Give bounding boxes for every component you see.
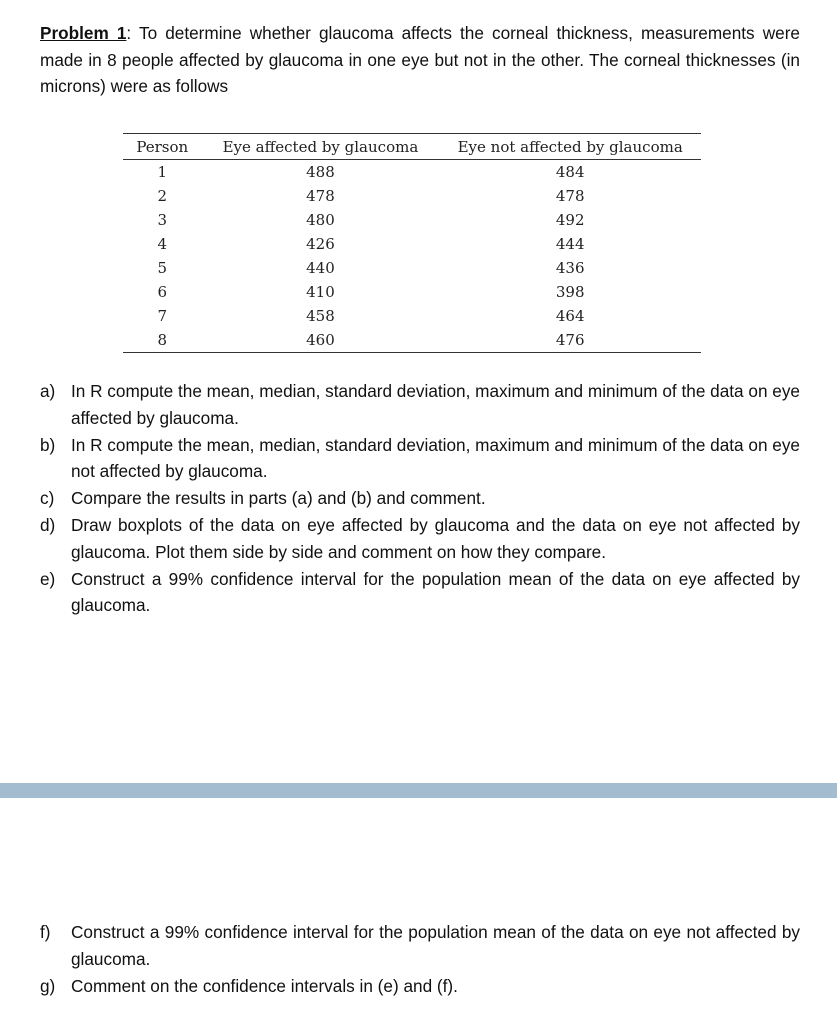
question-text: Construct a 99% confidence interval for the population mean of the data on eye affected by glaucoma. — [71, 568, 800, 616]
question-letter: e) — [40, 568, 56, 589]
cell-not-affected: 444 — [555, 235, 585, 253]
question-item-c — [40, 485, 800, 512]
table-row — [123, 208, 701, 232]
cell-person: 6 — [157, 283, 168, 301]
question-text: In R compute the mean, median, standard deviation, maximum and minimum of the data on eye not affected by glaucoma. — [71, 434, 800, 482]
cell-affected: 426 — [306, 235, 335, 253]
question-text: Comment on the confidence intervals in (e) and (f). — [71, 975, 458, 996]
cell-person: 3 — [157, 211, 168, 229]
problem-label: Problem 1 — [40, 23, 127, 43]
question-letter: c) — [40, 488, 55, 509]
cell-affected: 480 — [306, 211, 335, 229]
header-eye-not-affected: Eye not affected by glaucoma — [439, 134, 701, 160]
question-letter: d) — [40, 514, 56, 535]
cell-person: 4 — [157, 235, 168, 253]
cell-not-affected: 478 — [555, 187, 585, 205]
header-eye-affected: Eye affected by glaucoma — [201, 134, 439, 160]
cell-person: 1 — [157, 163, 168, 181]
question-text: Compare the results in parts (a) and (b) and comment. — [71, 488, 486, 509]
question-letter: f) — [40, 922, 51, 942]
question-text: Draw boxplots of the data on eye affected by glaucoma and the data on eye not affected by glaucoma. Plot them side by side and comment on how they compare. — [71, 514, 800, 562]
question-item-g — [40, 973, 800, 1000]
cell-person: 7 — [157, 307, 168, 325]
problem-statement — [40, 20, 800, 100]
question-text: Construct a 99% confidence interval for the population mean of the data on eye not affected by glaucoma. — [71, 922, 800, 969]
corneal-thickness-table — [123, 133, 701, 353]
question-item-d — [40, 512, 800, 566]
cell-not-affected: 492 — [555, 211, 585, 229]
table-row — [123, 184, 701, 208]
cell-person: 8 — [123, 328, 201, 353]
cell-not-affected: 464 — [555, 307, 585, 325]
cell-affected: 488 — [306, 163, 335, 181]
question-item-a — [40, 378, 800, 432]
cell-person: 5 — [157, 259, 168, 277]
table-row — [123, 232, 701, 256]
question-letter: b) — [40, 434, 56, 455]
question-letter: g) — [40, 975, 56, 996]
cell-not-affected: 484 — [555, 163, 585, 181]
cell-affected: 410 — [306, 283, 335, 301]
question-item-e — [40, 566, 800, 620]
table-row — [123, 304, 701, 328]
question-letter: a) — [40, 381, 56, 401]
question-list-second — [40, 919, 800, 999]
cell-affected: 440 — [306, 259, 335, 277]
cell-affected: 458 — [306, 307, 335, 325]
cell-not-affected: 476 — [439, 328, 701, 353]
cell-not-affected: 398 — [555, 283, 585, 301]
question-item-b — [40, 432, 800, 486]
cell-affected: 460 — [201, 328, 439, 353]
cell-not-affected: 436 — [555, 259, 585, 277]
table-row — [123, 328, 701, 353]
table-row — [123, 256, 701, 280]
page-separator-bar — [0, 783, 837, 798]
header-person: Person — [123, 134, 201, 160]
question-list-first — [40, 378, 800, 619]
table-header-row — [123, 134, 701, 160]
table-row — [123, 280, 701, 304]
cell-person: 2 — [157, 187, 168, 205]
question-item-f — [40, 919, 800, 973]
table-row — [123, 160, 701, 185]
cell-affected: 478 — [306, 187, 335, 205]
question-text: In R compute the mean, median, standard deviation, maximum and minimum of the data on eye affected by glaucoma. — [71, 381, 800, 428]
problem-intro-text: : To determine whether glaucoma affects the corneal thickness, measurements were made in 8 people affected by glaucoma in one eye but not in the other. The corneal thicknesses (in microns) were as follows — [40, 23, 800, 96]
